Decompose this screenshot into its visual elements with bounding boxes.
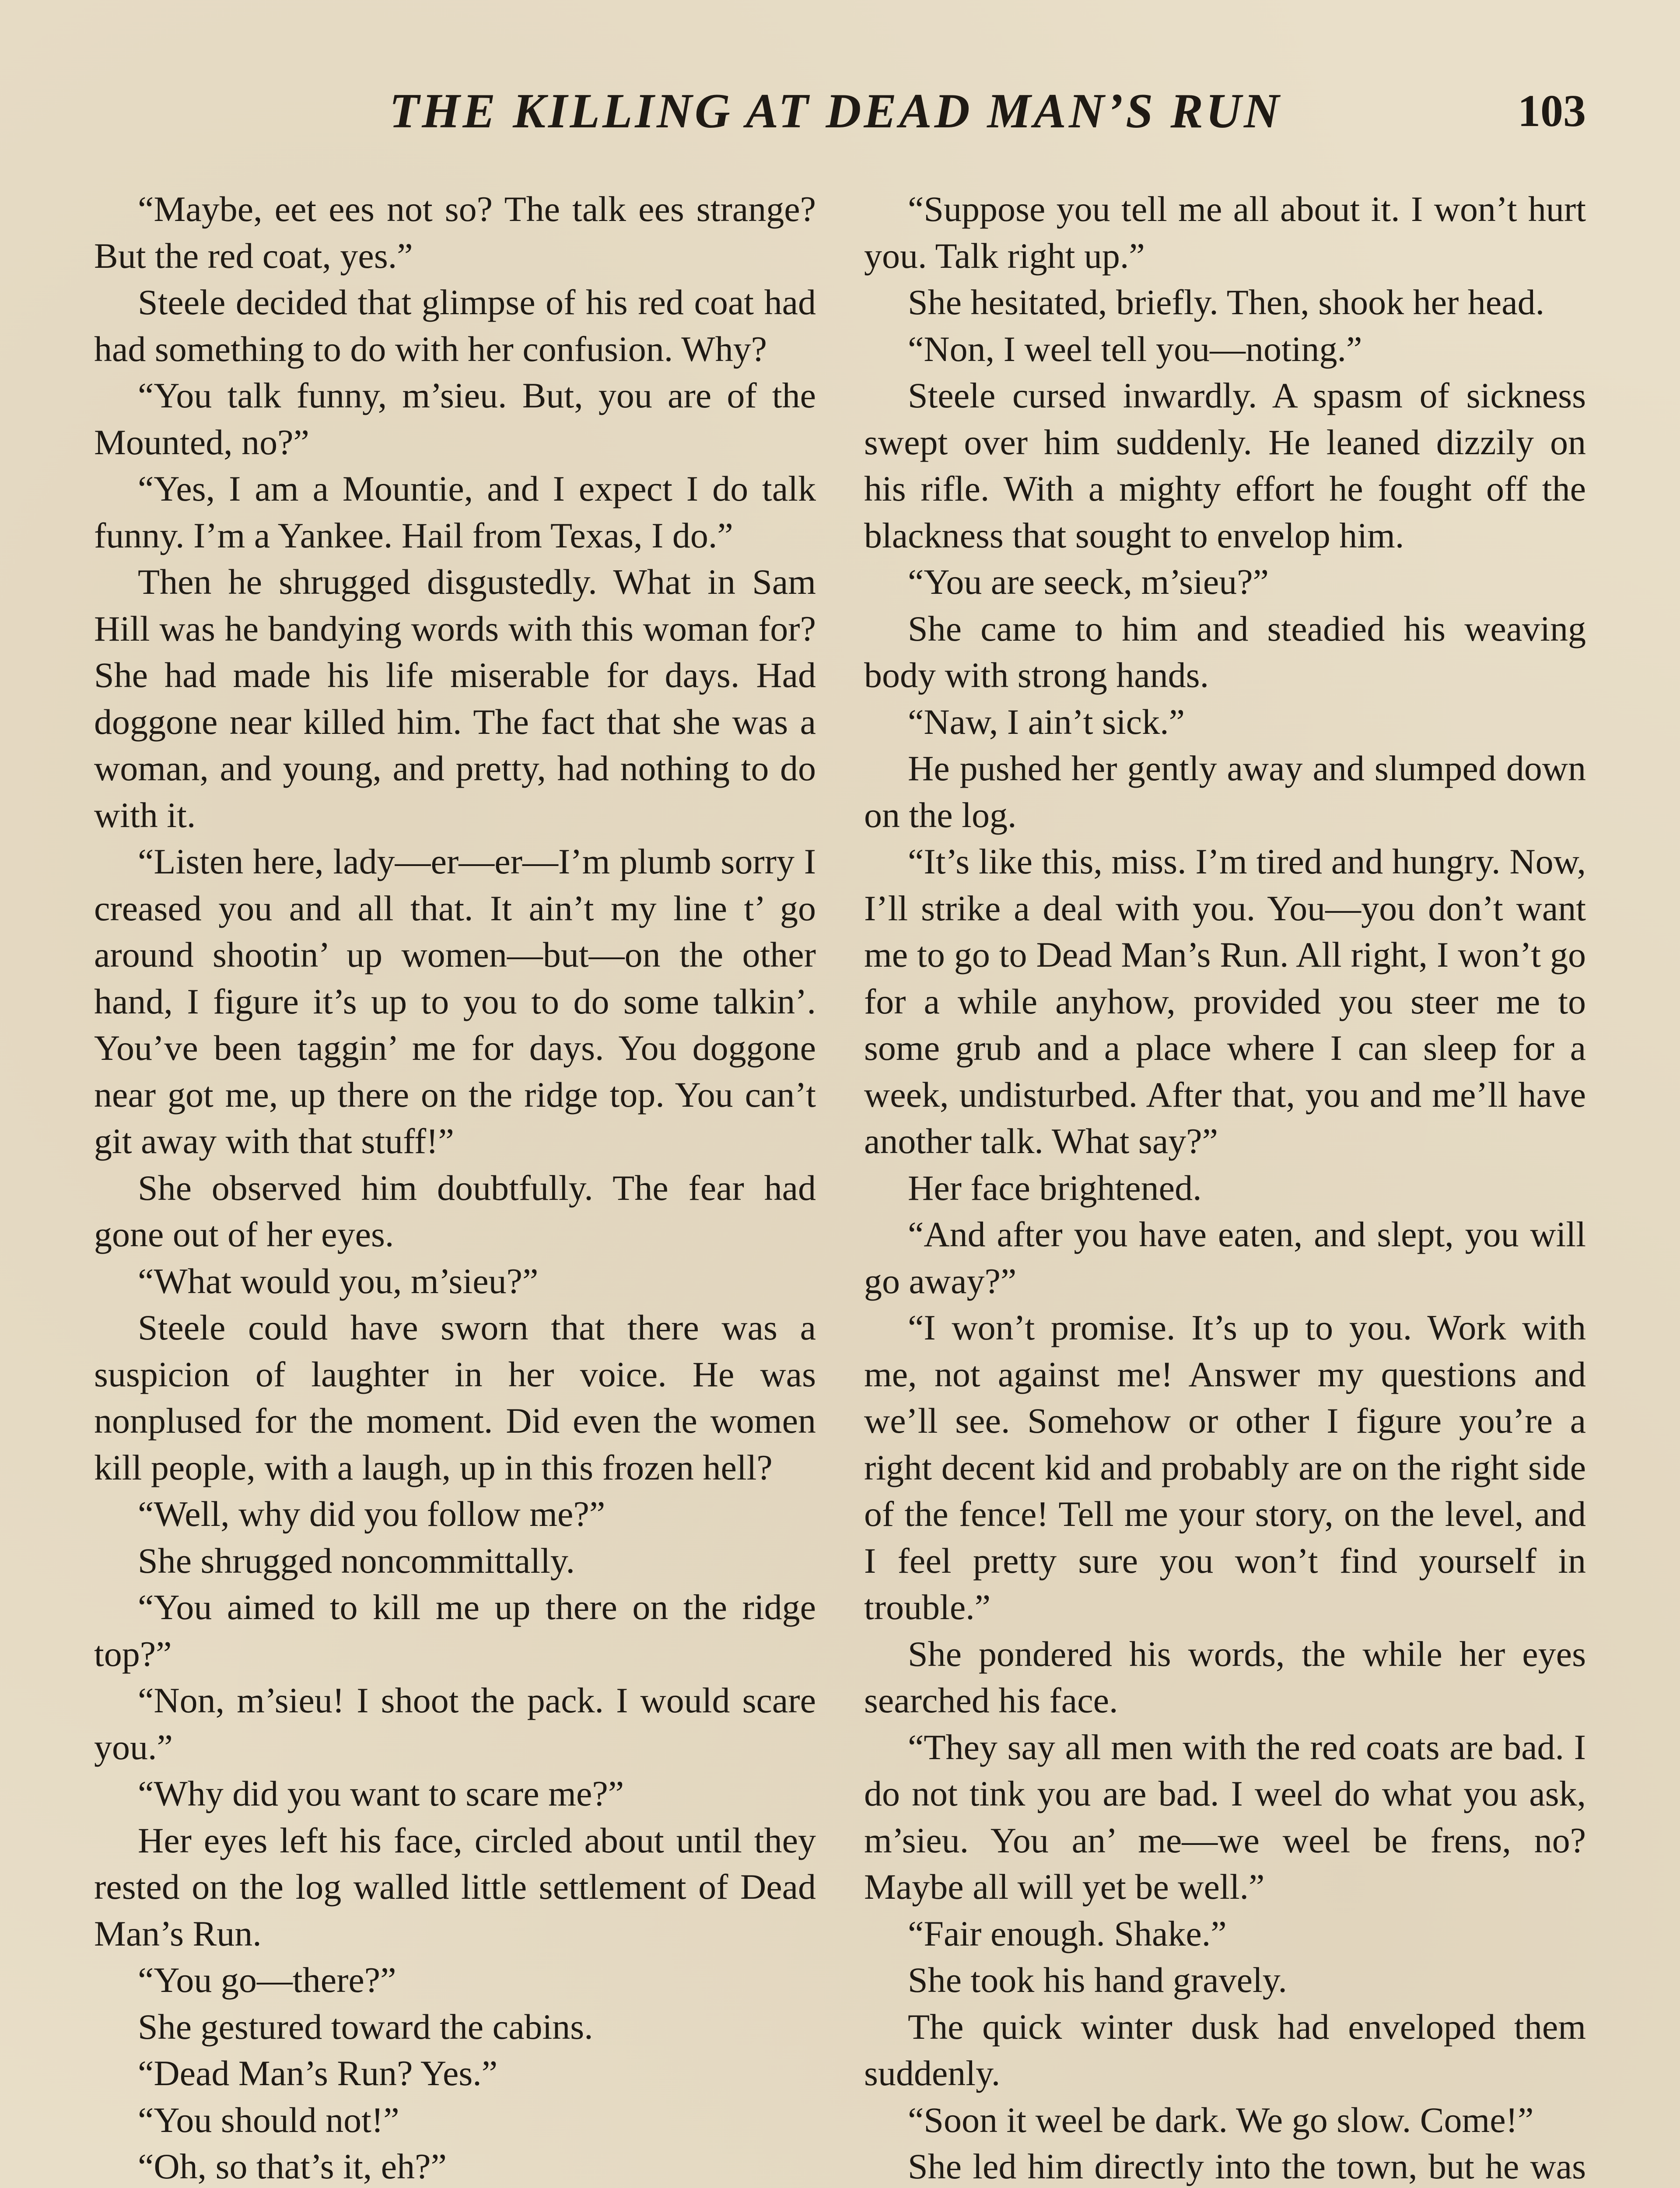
text-columns — [94, 186, 1586, 2188]
paragraph: Then he shrugged disgustedly. What in Sam Hill was he bandying words with this woman for? She had made his life miserable for days. Had doggone near killed him. The fact that she was a woman, and young, and pretty, had nothing to do with it. — [94, 562, 816, 835]
paragraph: Steele could have sworn that there was a suspicion of laughter in her voice. He was nonplused for the moment. Did even the women kill people, with a laugh, up in this frozen hell? — [94, 1308, 816, 1487]
right-column — [864, 186, 1586, 2188]
page-header — [94, 79, 1586, 149]
paragraph: “You should not!” — [138, 2100, 399, 2140]
paragraph: “Naw, I ain’t sick.” — [908, 701, 1185, 742]
paragraph: She observed him doubtfully. The fear had gone out of her eyes. — [94, 1168, 816, 1254]
paragraph: “You go—there?” — [138, 1960, 396, 2000]
paragraph: She shrugged noncommittally. — [138, 1540, 575, 1581]
paragraph: “Fair enough. Shake.” — [908, 1913, 1227, 1953]
paragraph: She led him directly into the town, but he was — [908, 2146, 1586, 2186]
paragraph: “You are seeck, m’sieu?” — [908, 562, 1269, 602]
paragraph: She took his hand gravely. — [908, 1960, 1287, 2000]
paragraph: “Why did you want to scare me?” — [138, 1774, 624, 1813]
paragraph: “What would you, m’sieu?” — [138, 1261, 539, 1301]
paragraph: “Yes, I am a Mountie, and I expect I do talk funny. I’m a Yankee. Hail from Texas, I do.” — [94, 469, 816, 555]
paragraph: “I won’t promise. It’s up to you. Work with me, not against me! Answer my questions and we’ll see. Somehow or other I figure you’re a right decent kid and probably are on the right side of the fence! Tell me your story, on the level, and I feel pretty sure you won’t find yourself in trouble.” — [864, 1308, 1586, 1627]
paragraph: “And after you have eaten, and slept, you will go away?” — [864, 1214, 1586, 1301]
left-column — [94, 186, 816, 2188]
paragraph: He pushed her gently away and slumped down on the log. — [864, 748, 1586, 835]
paragraph: She pondered his words, the while her eyes searched his face. — [864, 1634, 1586, 1720]
paragraph: Steele cursed inwardly. A spasm of sickness swept over him suddenly. He leaned dizzily on his rifle. With a mighty effort he fought off the blackness that sought to envelop him. — [864, 375, 1586, 555]
paragraph: “Maybe, eet ees not so? The talk ees strange? But the red coat, yes.” — [94, 189, 816, 276]
paragraph: “Listen here, lady—er—er—I’m plumb sorry I creased you and all that. It ain’t my line t’ go around shootin’ up women—but—on the other hand, I figure it’s up to you to do some talkin’. You’ve been taggin’ me for days. You doggone near got me, up there on the ridge top. You can’t git away with that stuff!” — [94, 842, 816, 1161]
paragraph: Steele decided that glimpse of his red coat had had something to do with her confusion. Why? — [94, 282, 816, 369]
paragraph: Her eyes left his face, circled about until they rested on the log walled little settlement of Dead Man’s Run. — [94, 1820, 816, 1953]
paragraph: Her face brightened. — [908, 1168, 1202, 1208]
running-title: THE KILLING AT DEAD MAN’S RUN — [389, 84, 1282, 138]
paragraph: “Oh, so that’s it, eh?” — [138, 2146, 447, 2186]
paragraph: She came to him and steadied his weaving body with strong hands. — [864, 608, 1586, 695]
paragraph: “Well, why did you follow me?” — [138, 1494, 606, 1534]
paragraph: The quick winter dusk had enveloped them suddenly. — [864, 2006, 1586, 2093]
paragraph: “Dead Man’s Run? Yes.” — [138, 2053, 498, 2093]
paragraph: “Non, m’sieu! I shoot the pack. I would scare you.” — [94, 1680, 816, 1767]
paragraph: She gestured toward the cabins. — [138, 2006, 593, 2047]
paragraph: “You talk funny, m’sieu. But, you are of the Mounted, no?” — [94, 375, 816, 462]
paragraph: “You aimed to kill me up there on the ridge top?” — [94, 1587, 816, 1674]
page-number: 103 — [1518, 86, 1586, 136]
paragraph: “Non, I weel tell you—noting.” — [908, 329, 1362, 369]
paragraph: She hesitated, briefly. Then, shook her head. — [908, 282, 1545, 322]
paragraph: “They say all men with the red coats are bad. I do not tink you are bad. I weel do what you ask, m’sieu. You an’ me—we weel be frens, no? Maybe all will yet be well.” — [864, 1727, 1586, 1907]
paragraph: “It’s like this, miss. I’m tired and hungry. Now, I’ll strike a deal with you. You—you don’t want me to go to Dead Man’s Run. All right, I won’t go for a while anyhow, provided you steer me to some grub and a place where I can sleep for a week, undisturbed. After that, you and me’ll have another talk. What say?” — [864, 842, 1586, 1161]
paragraph: “Suppose you tell me all about it. I won’t hurt you. Talk right up.” — [864, 189, 1586, 276]
paragraph: “Soon it weel be dark. We go slow. Come!” — [908, 2100, 1534, 2140]
